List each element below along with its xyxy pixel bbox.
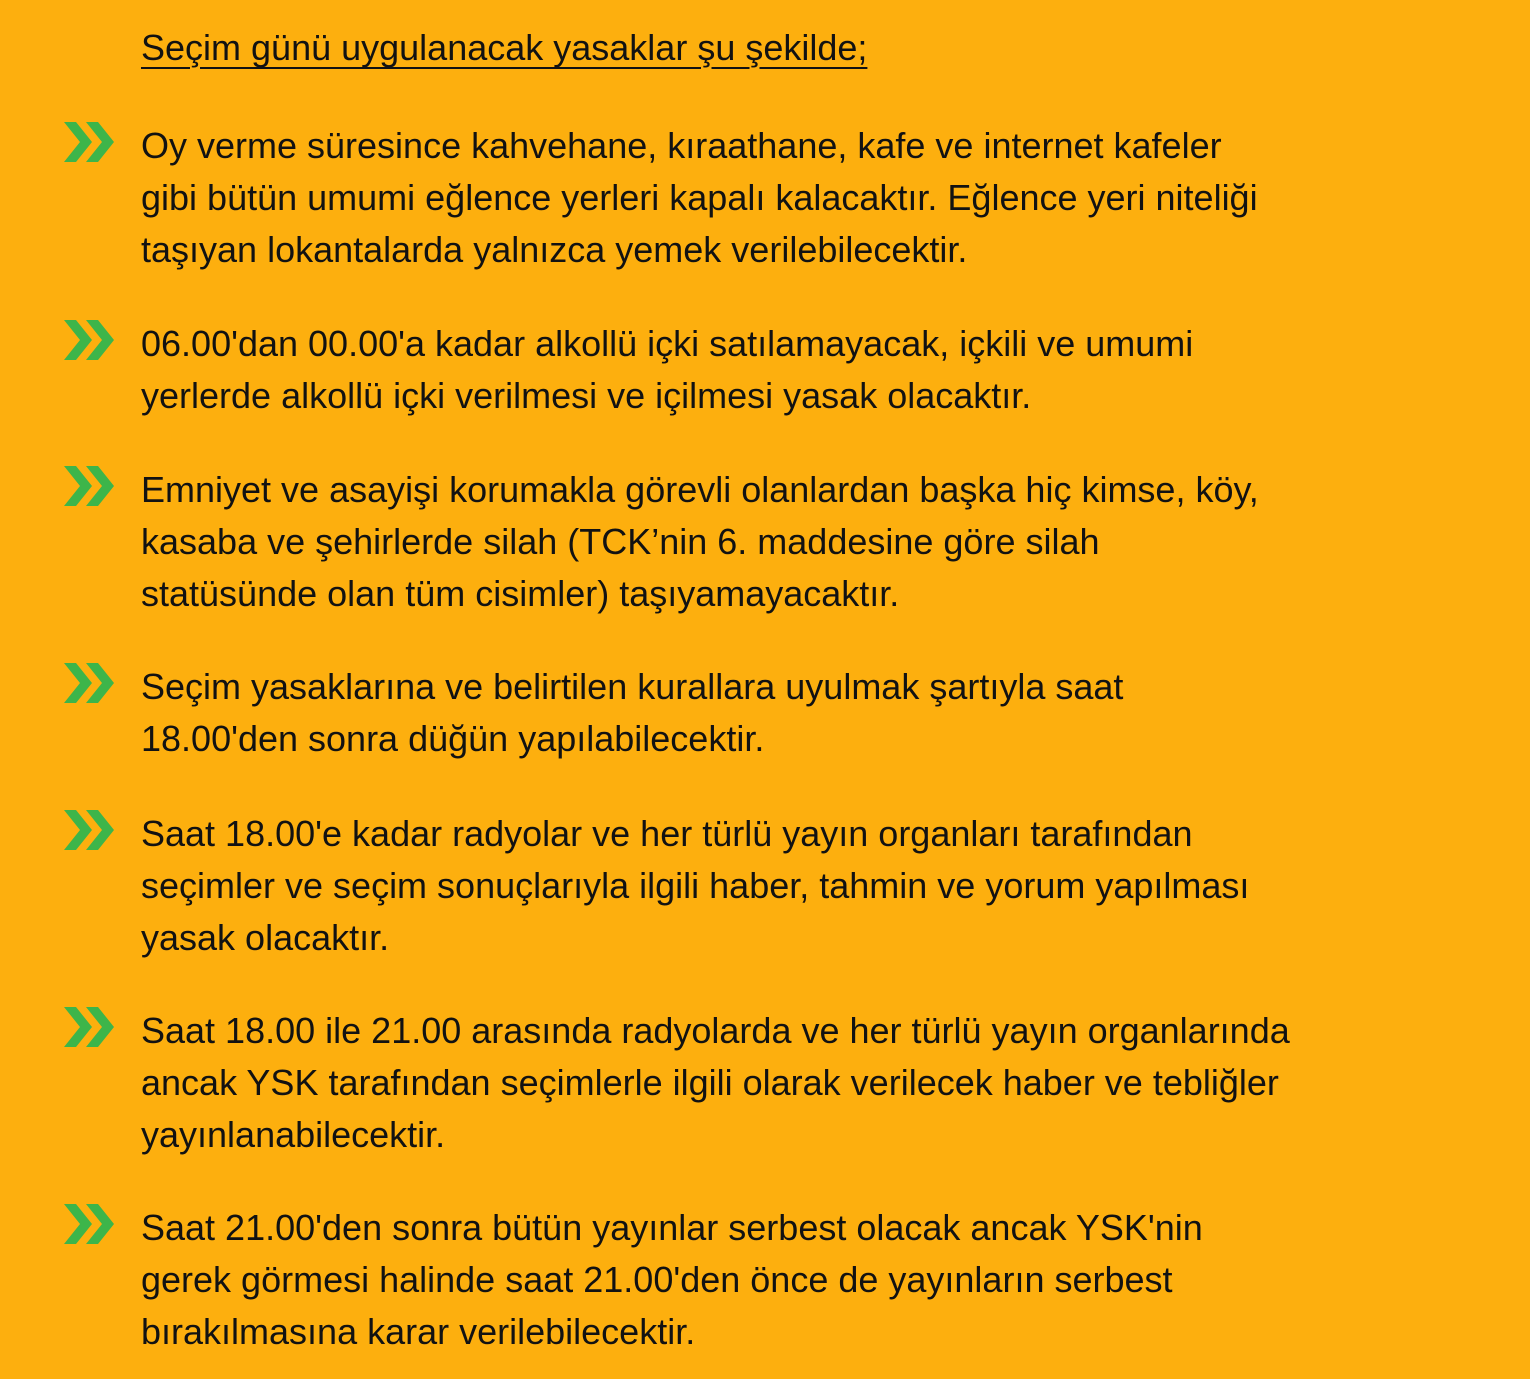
list-item-text: Saat 18.00 ile 21.00 arasında radyolarda ve her türlü yayın organlarında ancak YSK tarafından seçimlerle ilgili olarak verilecek haber ve tebliğler yayınlanabilecektir.	[141, 1010, 1290, 1155]
list-item-text: Saat 18.00'e kadar radyolar ve her türlü yayın organları tarafından seçimler ve seçim sonuçlarıyla ilgili haber, tahmin ve yorum yapılması yasak olacaktır.	[141, 813, 1250, 958]
double-chevron-right-icon	[62, 462, 118, 510]
double-chevron-right-icon	[62, 1003, 118, 1051]
double-chevron-right-icon	[62, 1200, 118, 1248]
list-item-text: Emniyet ve asayişi korumakla görevli olanlardan başka hiç kimse, köy, kasaba ve şehirlerde silah (TCK’nin 6. maddesine göre silah statüsünde olan tüm cisimler) taşıyamayacaktır.	[141, 469, 1259, 614]
list-item-text: Saat 21.00'den sonra bütün yayınlar serbest olacak ancak YSK'nin gerek görmesi halinde saat 21.00'den önce de yayınların serbest bırakılmasına karar verilebilecektir.	[141, 1207, 1203, 1352]
list-item-text: Oy verme süresince kahvehane, kıraathane, kafe ve internet kafeler gibi bütün umumi eğlence yerleri kapalı kalacaktır. Eğlence yeri niteliği taşıyan lokantalarda yalnızca yemek verilebilecektir.	[141, 125, 1258, 270]
page-heading: Seçim günü uygulanacak yasaklar şu şekilde;	[141, 27, 868, 68]
list-item-text: 06.00'dan 00.00'a kadar alkollü içki satılamayacak, içkili ve umumi yerlerde alkollü içki verilmesi ve içilmesi yasak olacaktır.	[141, 323, 1194, 416]
double-chevron-right-icon	[62, 659, 118, 707]
double-chevron-right-icon	[62, 316, 118, 364]
double-chevron-right-icon	[62, 118, 118, 166]
double-chevron-right-icon	[62, 806, 118, 854]
list-item-text: Seçim yasaklarına ve belirtilen kurallara uyulmak şartıyla saat 18.00'den sonra düğün yapılabilecektir.	[141, 666, 1124, 759]
